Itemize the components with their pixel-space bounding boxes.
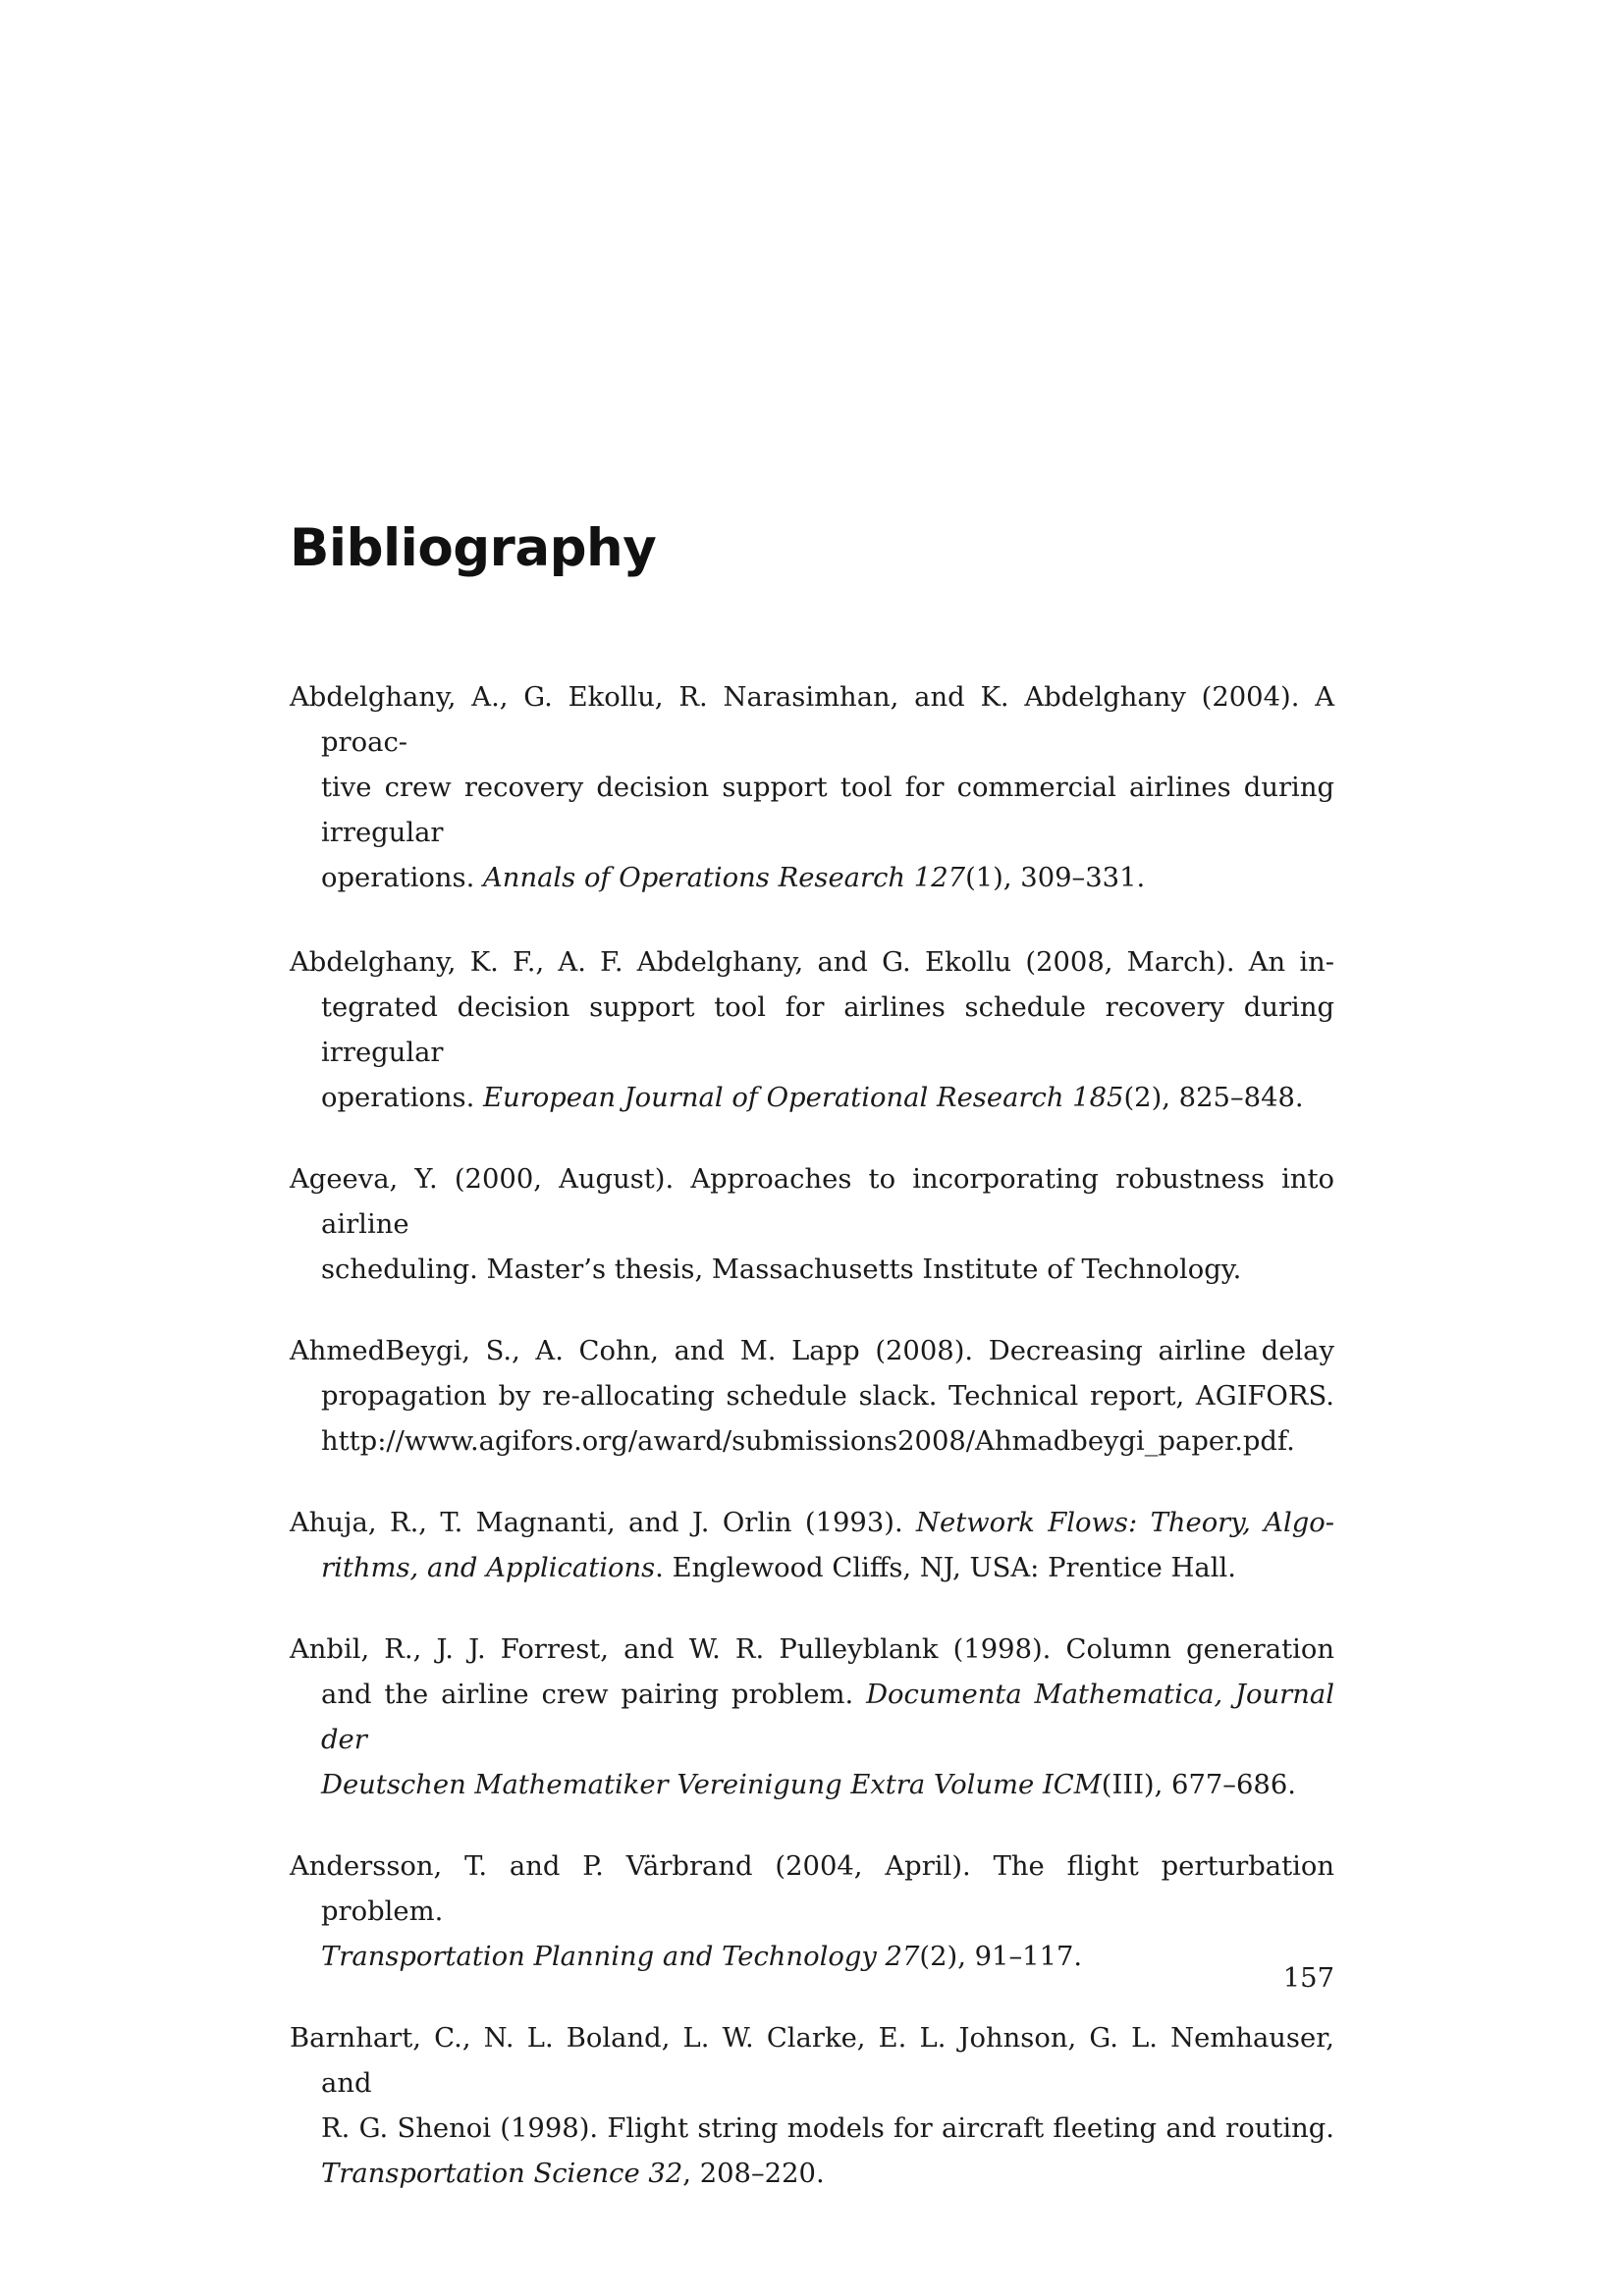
roman-text: and the airline crew pairing problem. [321,1680,867,1710]
roman-text: . Englewood Cliffs, NJ, USA: Prentice Hall. [655,1553,1236,1583]
entry-line [290,1157,1334,1248]
roman-text: propagation by re-allocating schedule slack. Technical report, AGIFORS. [321,1381,1334,1412]
italic-text: rithms, and Applications [321,1553,656,1583]
roman-text: http://www.agifors.org/award/submissions2008/Ahmadbeygi_paper.pdf. [321,1426,1295,1457]
bibliography-entry [290,1501,1334,1591]
bibliography-entry [290,1157,1334,1293]
entry-line [290,1628,1334,1673]
entry-line [321,1076,1334,1121]
roman-text: Ageeva, Y. (2000, August). Approaches to incorporating robustness into airline [290,1164,1334,1240]
roman-text: AhmedBeygi, S., A. Cohn, and M. Lapp (2008). Decreasing airline delay [290,1336,1334,1366]
italic-text: Documenta Mathematica, Journal der [321,1680,1334,1755]
bibliography-entry [290,1329,1334,1465]
bibliography-entry [290,1628,1334,1808]
entry-line [290,675,1334,766]
entry-line [290,1501,1334,1546]
roman-text: tive crew recovery decision support tool for commercial airlines during irregular [321,773,1334,848]
bibliography-entry [290,2016,1334,2197]
entry-line [321,1673,1334,1763]
italic-text: Network Flows: Theory, Algo- [916,1508,1334,1538]
entry-line [321,2107,1334,2152]
entry-line [321,986,1334,1076]
roman-text: Ahuja, R., T. Magnanti, and J. Orlin (1993). [290,1508,917,1538]
entry-line [290,1329,1334,1374]
entry-line [290,940,1334,986]
bibliography-list [290,675,1334,2233]
roman-text: R. G. Shenoi (1998). Flight string models for aircraft fleeting and routing. [321,2113,1334,2144]
roman-text: (1), 309–331. [965,863,1146,893]
roman-text: (2), 825–848. [1123,1083,1304,1113]
roman-text: , 208–220. [682,2159,825,2189]
roman-text: (2), 91–117. [919,1942,1083,1972]
roman-text: Abdelghany, K. F., A. F. Abdelghany, and G. Ekollu (2008, March). An in- [290,947,1334,978]
page-title: Bibliography [290,518,657,578]
italic-text: Transportation Planning and Technology 27 [321,1942,920,1972]
entry-line [321,766,1334,856]
entry-line [321,1248,1334,1293]
italic-text: Deutschen Mathematiker Vereinigung Extra Volume ICM [321,1770,1102,1800]
entry-line [321,2152,1334,2197]
roman-text: Anbil, R., J. J. Forrest, and W. R. Pulleyblank (1998). Column generation [290,1634,1334,1665]
roman-text: tegrated decision support tool for airlines schedule recovery during irregular [321,992,1334,1068]
bibliography-entry [290,675,1334,901]
roman-text: operations. [321,1083,484,1113]
roman-text: Abdelghany, A., G. Ekollu, R. Narasimhan, and K. Abdelghany (2004). A proac- [290,682,1334,758]
roman-text: operations. [321,863,484,893]
entry-line [290,2016,1334,2107]
italic-text: Transportation Science 32 [321,2159,683,2189]
page-number: 157 [1282,1963,1334,1994]
entry-line [321,1935,1334,1980]
entry-line [290,1844,1334,1935]
roman-text: (III), 677–686. [1101,1770,1296,1800]
roman-text: Barnhart, C., N. L. Boland, L. W. Clarke, E. L. Johnson, G. L. Nemhauser, and [290,2023,1334,2099]
bibliography-entry [290,1844,1334,1980]
entry-line [321,1763,1334,1808]
italic-text: Annals of Operations Research 127 [483,863,966,893]
bibliography-entry [290,940,1334,1121]
entry-line [321,856,1334,901]
italic-text: European Journal of Operational Research 185 [483,1083,1124,1113]
roman-text: scheduling. Master’s thesis, Massachusetts Institute of Technology. [321,1255,1242,1285]
entry-line [321,1419,1334,1465]
entry-line [321,1374,1334,1419]
roman-text: Andersson, T. and P. Värbrand (2004, April). The flight perturbation problem. [290,1851,1334,1927]
entry-line [321,1546,1334,1591]
